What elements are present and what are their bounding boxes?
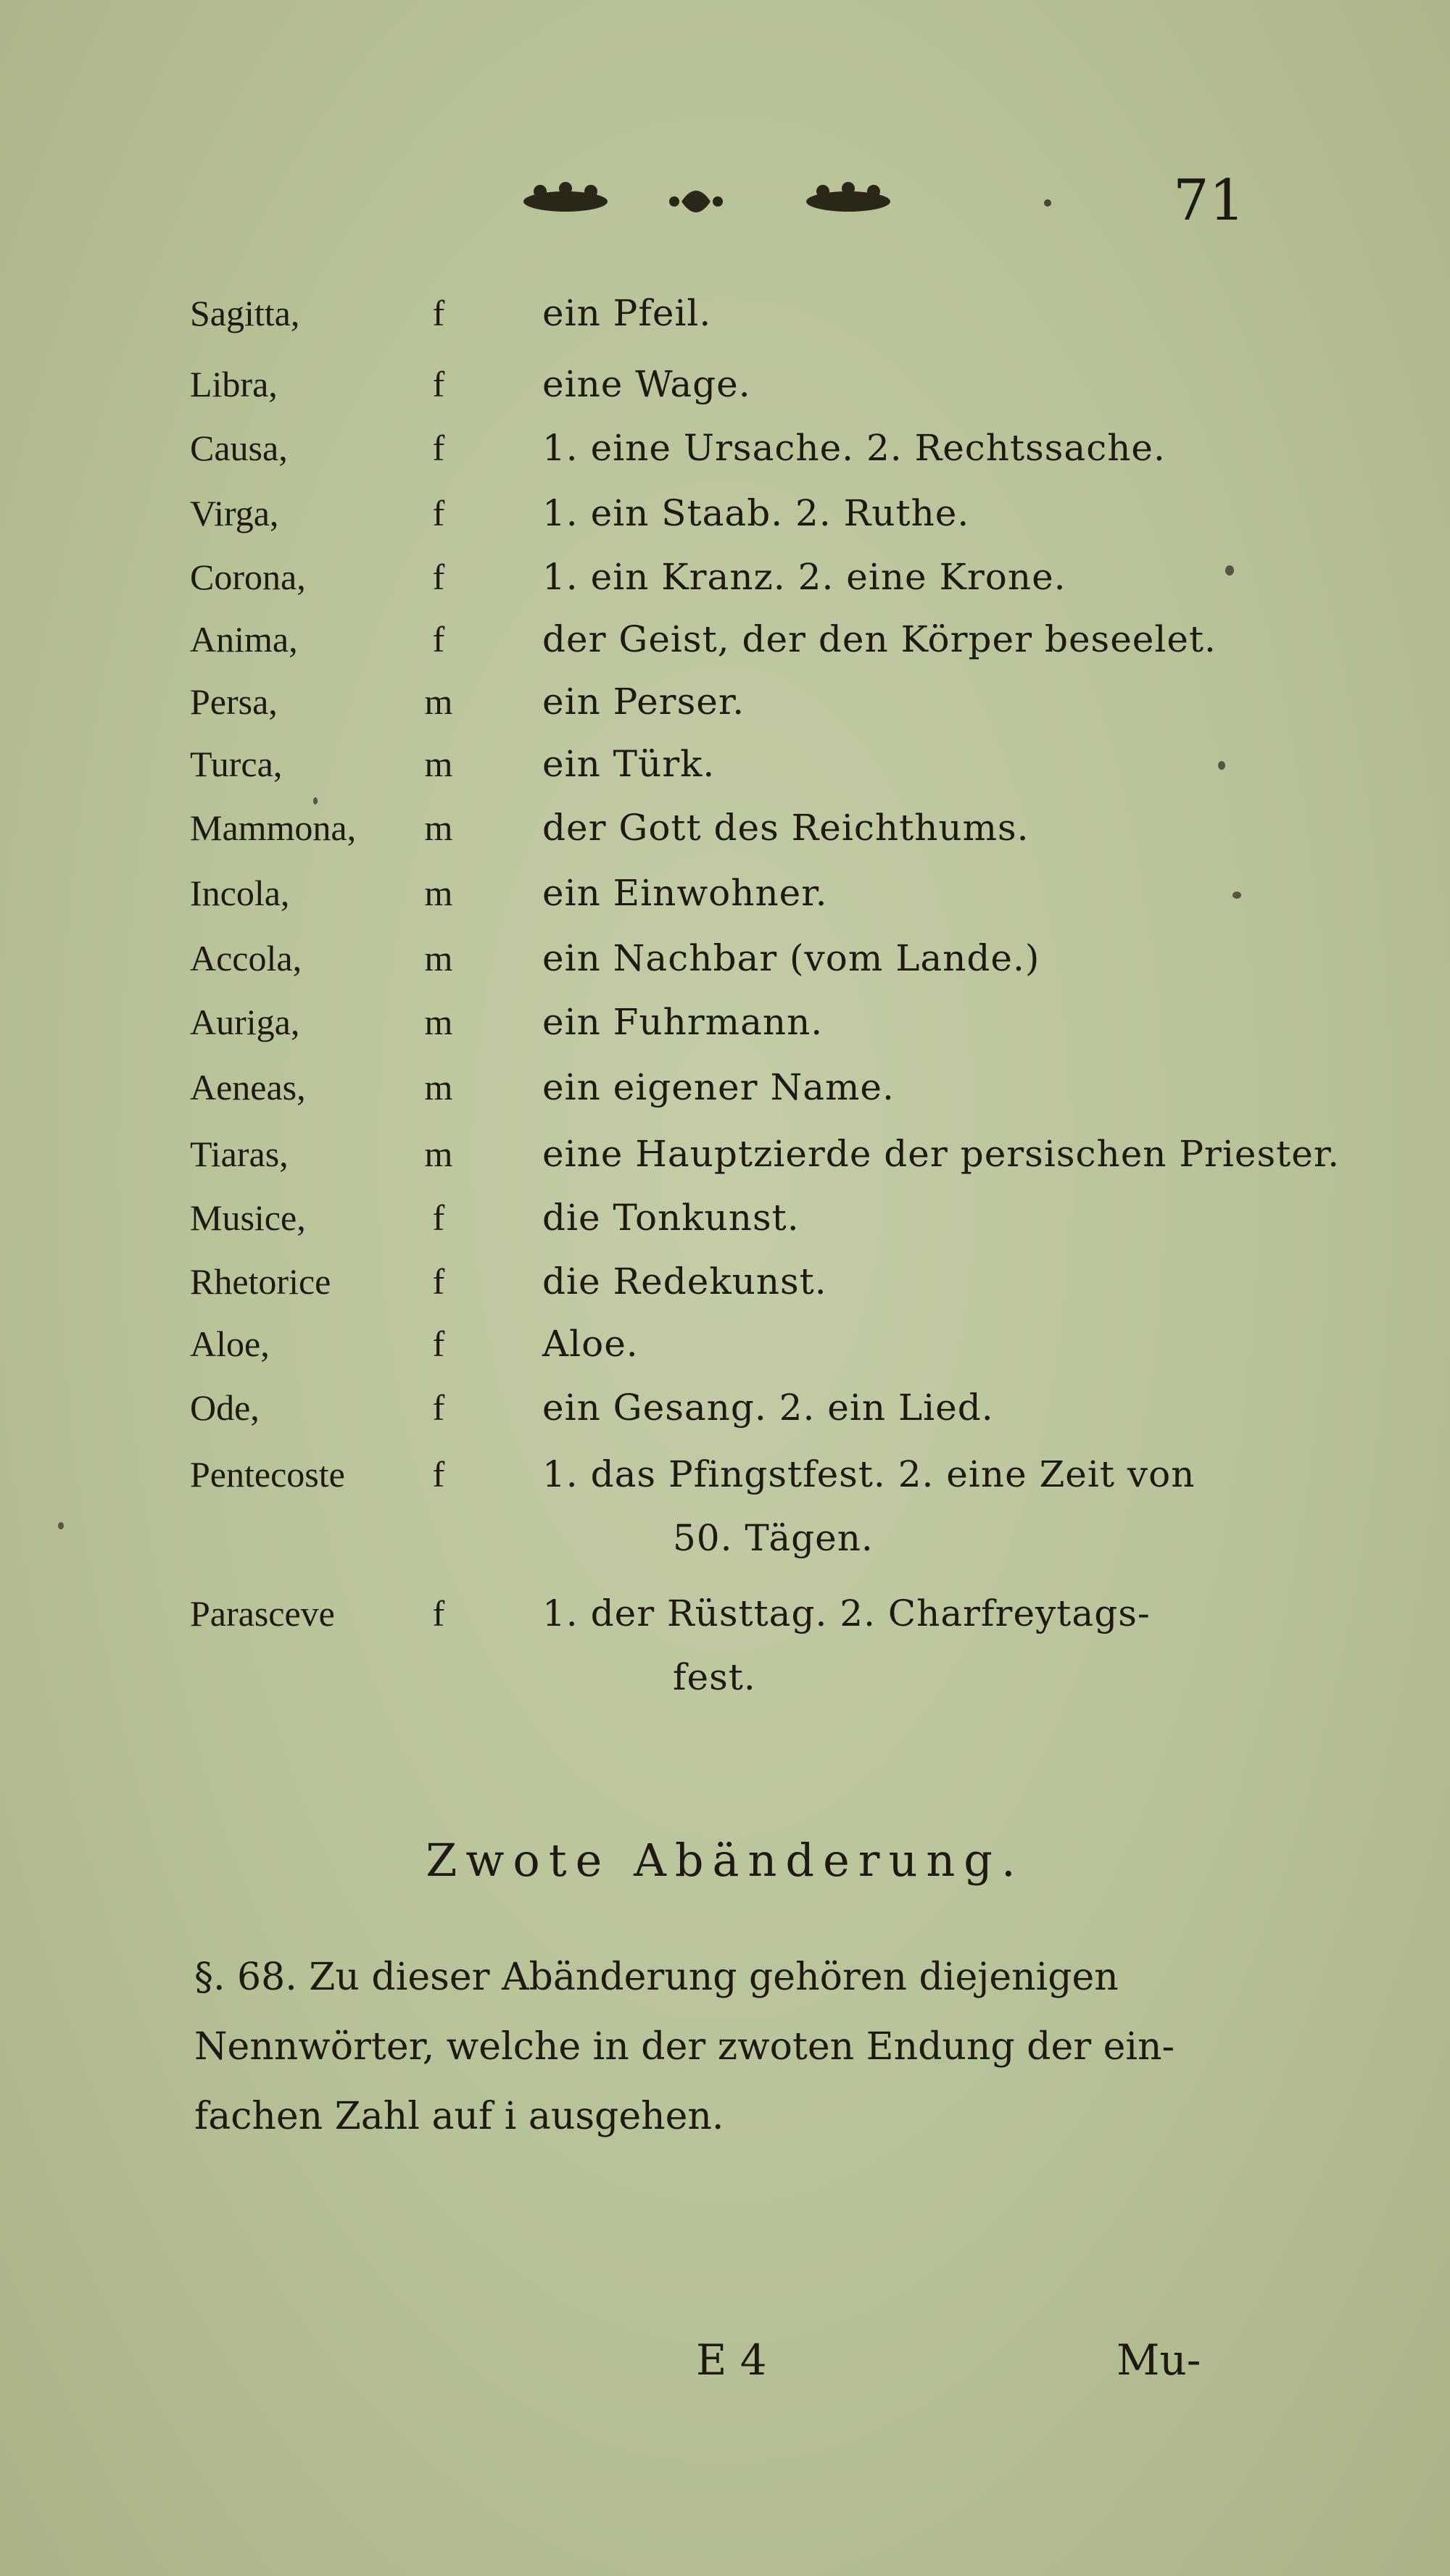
german-meaning: 1. eine Ursache. 2. Rechtssache. — [542, 427, 1166, 469]
german-meaning: der Gott des Reichthums. — [542, 807, 1030, 849]
german-meaning: ein Gesang. 2. ein Lied. — [542, 1387, 994, 1429]
vocab-row — [0, 481, 1450, 545]
gender-mark: m — [424, 807, 453, 848]
vocab-row — [0, 732, 1450, 796]
ink-speck — [58, 1522, 64, 1529]
gender-mark: f — [432, 1324, 445, 1364]
vocab-row — [0, 416, 1450, 480]
latin-word: Anima, — [190, 619, 298, 660]
vocab-row — [0, 1442, 1450, 1506]
vocab-row — [0, 1055, 1450, 1119]
latin-word: Virga, — [190, 493, 279, 533]
ink-speck — [1044, 199, 1051, 207]
vocab-row — [0, 352, 1450, 416]
german-meaning-continuation: 50. Tägen. — [673, 1517, 874, 1559]
gender-mark: f — [432, 619, 445, 660]
ink-speck — [1225, 565, 1234, 576]
gender-mark: f — [432, 364, 445, 404]
vocab-row — [0, 281, 1450, 345]
latin-word: Parasceve — [190, 1593, 335, 1634]
german-meaning: ein Einwohner. — [542, 872, 828, 914]
german-meaning: 1. der Rüsttag. 2. Charfreytags- — [542, 1592, 1151, 1634]
latin-word: Mammona, — [190, 807, 357, 848]
gender-mark: m — [424, 1067, 453, 1108]
gender-mark: f — [432, 293, 445, 333]
vocab-row — [0, 1186, 1450, 1250]
vocab-row — [0, 1250, 1450, 1313]
latin-word: Aloe, — [190, 1324, 270, 1364]
latin-word: Aeneas, — [190, 1067, 306, 1108]
latin-word: Causa, — [190, 428, 288, 468]
gender-mark: f — [432, 1197, 445, 1238]
german-meaning: ein Türk. — [542, 743, 716, 785]
latin-word: Ode, — [190, 1387, 260, 1428]
header-ornament — [508, 173, 914, 230]
gender-mark: m — [424, 938, 453, 979]
latin-word: Incola, — [190, 873, 290, 913]
latin-word: Musice, — [190, 1197, 306, 1238]
german-meaning-continuation: fest. — [673, 1656, 756, 1698]
german-meaning: die Tonkunst. — [542, 1197, 800, 1239]
latin-word: Sagitta, — [190, 293, 300, 333]
german-meaning: 1. ein Staab. 2. Ruthe. — [542, 492, 970, 534]
gender-mark: f — [432, 1454, 445, 1495]
gender-mark: f — [432, 557, 445, 597]
latin-word: Persa, — [190, 681, 278, 722]
section-paragraph — [194, 1943, 1253, 2151]
gender-mark: m — [424, 681, 453, 722]
ink-speck — [313, 797, 318, 805]
vocab-row — [0, 926, 1450, 990]
latin-word: Turca, — [190, 744, 283, 784]
catchword: Mu- — [1116, 2335, 1201, 2385]
german-meaning: ein Pfeil. — [542, 292, 712, 334]
latin-word: Pentecoste — [190, 1454, 345, 1495]
signature-mark: E 4 — [696, 2335, 767, 2385]
german-meaning: ein eigener Name. — [542, 1066, 895, 1108]
vocab-row — [0, 607, 1450, 671]
vocab-row — [0, 670, 1450, 734]
latin-word: Auriga, — [190, 1002, 300, 1042]
gender-mark: m — [424, 1134, 453, 1174]
vocab-row — [0, 1312, 1450, 1376]
latin-word: Libra, — [190, 364, 278, 404]
gender-mark: m — [424, 873, 453, 913]
vocab-row — [0, 796, 1450, 860]
ink-speck — [1218, 761, 1225, 770]
gender-mark: f — [432, 1387, 445, 1428]
page-number: 71 — [1173, 168, 1246, 233]
latin-word: Tiaras, — [190, 1134, 289, 1174]
gender-mark: f — [432, 493, 445, 533]
vocab-row — [0, 1376, 1450, 1439]
ink-speck — [1232, 892, 1241, 899]
vocab-row — [0, 990, 1450, 1054]
latin-word: Corona, — [190, 557, 306, 597]
vocab-row — [0, 545, 1450, 609]
paragraph-line: fachen Zahl auf i ausgehen. — [194, 2095, 724, 2138]
gender-mark: m — [424, 744, 453, 784]
latin-word: Accola, — [190, 938, 302, 979]
vocab-row — [0, 1122, 1450, 1186]
german-meaning: ein Nachbar (vom Lande.) — [542, 937, 1040, 979]
section-heading: Zwote Abänderung. — [426, 1834, 1024, 1887]
german-meaning: der Geist, der den Körper beseelet. — [542, 618, 1217, 660]
german-meaning: eine Wage. — [542, 363, 751, 405]
paragraph-line: Nennwörter, welche in der zwoten Endung der ein- — [194, 2025, 1175, 2069]
vocab-row — [0, 1582, 1450, 1645]
latin-word: Rhetorice — [190, 1261, 331, 1302]
gender-mark: m — [424, 1002, 453, 1042]
german-meaning: die Redekunst. — [542, 1260, 827, 1302]
german-meaning: 1. ein Kranz. 2. eine Krone. — [542, 556, 1066, 598]
paragraph-line: §. 68. Zu dieser Abänderung gehören diejenigen — [194, 1956, 1119, 1999]
german-meaning: Aloe. — [542, 1323, 639, 1365]
german-meaning: eine Hauptzierde der persischen Priester. — [542, 1133, 1341, 1175]
gender-mark: f — [432, 428, 445, 468]
gender-mark: f — [432, 1593, 445, 1634]
gender-mark: f — [432, 1261, 445, 1302]
german-meaning: ein Fuhrmann. — [542, 1001, 824, 1043]
german-meaning: ein Perser. — [542, 681, 745, 723]
german-meaning: 1. das Pfingstfest. 2. eine Zeit von — [542, 1453, 1196, 1495]
